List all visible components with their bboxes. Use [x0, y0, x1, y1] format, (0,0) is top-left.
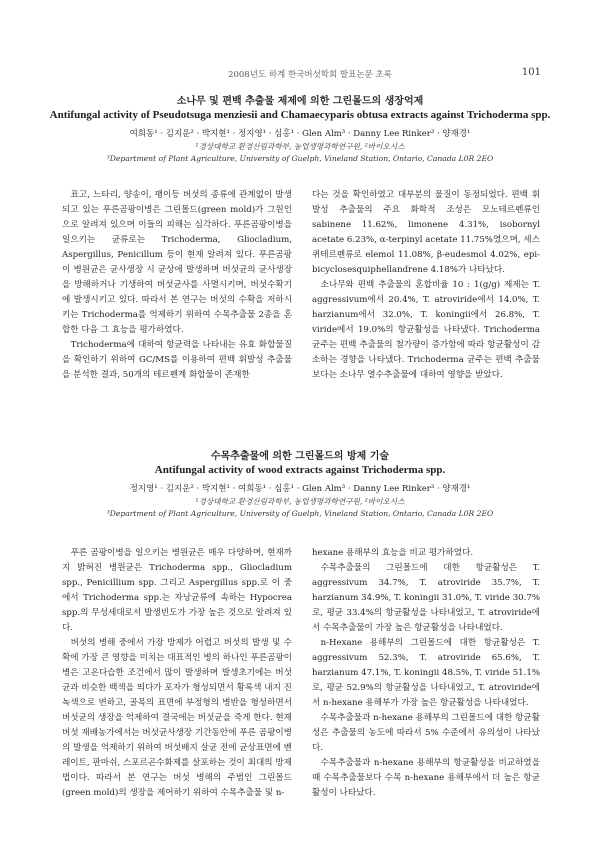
page-number: 101 [521, 67, 541, 78]
article1-left-paragraph: Trichoderma에 대하여 항균력을 나타내는 유효 화합물질을 확인하기 위하여 GC/MS를 이용하여 편백 휘발성 추출물을 분석한 결과, 50개의 테르펜계 화합물이 존재한 [62, 340, 292, 380]
article1-affiliation-en: ³Department of Plant Agriculture, University of Guelph, Vineland Station, Ontario, Canada L0R 2EO [106, 154, 494, 163]
article2-left-paragraph: 푸른 곰팡이병을 일으키는 병원균은 매우 다양하며, 현재까지 밝혀진 병원균은 Trichoderma spp., Gliocladium spp., Penicillium spp. 그리고 Aspergillus spp.로 이 중에서 Trichoderma spp.는 자낭균류에 속하는 Hypocrea spp.의 무성세대로서 발생빈도가 가장 높은 것으로 알려져 있다. [62, 548, 292, 633]
article1-right-paragraph: 다는 것을 확인하였고 대부분의 물질이 동정되었다. 편백 휘발성 추출물의 주요 화학적 조성은 모노테르펜류인 sabinene 11.62%, limonene 4.31%, isobornyl acetate 6.23%, α-terpinyl acetate 11.75%였으며, 세스퀴테르펜류로 elemol 11.08%, β-eudesmol 4.02%, epi-bicyclosesquiphellandrene 4.18%가 나타났다. [312, 190, 540, 275]
article2-affiliation-ko: ¹경상대학교 환경산림과학부, 농업생명과학연구원, ²바이오시스 [195, 497, 405, 506]
article1-title-en: Antifungal activity of Pseudotsuga menziesii and Chamaecyparis obtusa extracts against Trichoderma spp. [49, 109, 551, 121]
article2-right-column [312, 546, 540, 801]
article2-heading [0, 447, 600, 518]
article2-left-column [62, 546, 292, 801]
article2-title-ko: 수목추출물에 의한 그린몰드의 방제 기술 [210, 451, 390, 462]
article2-left-paragraph: 버섯의 병해 중에서 가장 방제가 어렵고 버섯의 발생 및 수확에 가장 큰 영향을 미치는 대표적인 병의 하나인 푸른곰팡이병은 고온다습한 조건에서 많이 발생하며 발생초기에는 버섯균과 비슷한 백색을 띄다가 포자가 형성되면서 황록색 내지 진녹색으로 변하고, 골목의 표면에 부정형의 병반을 형성하면서 버섯균의 생장을 억제하여 결국에는 버섯균을 죽게 한다. 현재 버섯 재배농가에서는 버섯균사생장 기간동안에 푸른 곰팡이병의 발생을 억제하기 위하여 버섯배지 살균 전에 균상표면에 벤레이트, 판마쉬, 스포르곤수화제를 살포하는 것이 최대의 방제법이다. 따라서 본 연구는 버섯 병해의 주범인 그린몰드(green mold)의 생장을 제어하기 위하여 수목추출물 및 n- [62, 638, 292, 798]
article1-authors: 여희동¹ · 김지운² · 박지현¹ · 정지영¹ · 심홍¹ · Glen Alm³ · Danny Lee Rinker³ · 양재경¹ [129, 129, 471, 139]
article1-left-paragraph: 표고, 느타리, 양송이, 팽이등 버섯의 종류에 관계없이 발생되고 있는 푸른곰팡이병은 그린몰드(green mold)가 그원인으로 알려져 있으며 이들의 피해는 심각하다. 푸른곰팡이병을 일으키는 균류로는 Trichoderma, Gliocladium, Aspergillus, Penicillum 등이 현재 알려져 있다. 푸른곰팡이 병원균은 균사생장 시 균상에 발생하며 버섯균의 균사생장을 방해하거나 기생하여 버섯균사를 사멸시키며, 버섯수확기에 발생시키고 있다. 따라서 본 연구는 버섯의 수확을 저하시키는 Trichoderma를 억제하기 위하여 수목추출물 2종을 혼합한 다음 그 효능을 평가하였다. [62, 190, 292, 335]
article1-affiliation-ko: ¹경상대학교 환경산림과학부, 농업생명과학연구원, ²바이오시스 [195, 142, 405, 151]
article1-title-ko: 소나무 및 편백 추출물 제제에 의한 그린몰드의 생장억제 [176, 96, 424, 107]
article2-right-paragraph: n-Hexane 용해부의 그린몰드에 대한 항균활성은 T. aggressivum 52.3%, T. atroviride 65.6%, T. harzianum 47.1%, T. koningii 48.5%, T. viride 51.1%로, 평균 52.9%의 항균활성을 나타내었고, T. atroviride에서 n-hexane 용해부가 가장 높은 항균활성을 나타내었다. [312, 638, 540, 708]
article2-affiliation-en: ³Department of Plant Agriculture, University of Guelph, Vineland Station, Ontario, Canada L0R 2EO [106, 509, 494, 518]
article1-heading [0, 92, 600, 163]
article2-right-paragraph: 수목추출물과 n-hexane 용해부의 항균활성을 비교하였을 때 수목추출물보다 수목 n-hexane 용해부에서 더 높은 항균활성이 나타났다. [312, 758, 540, 798]
article2-right-paragraph: 수목추출물과 n-hexane 용해부의 그린몰드에 대한 항균활성은 추출물의 농도에 따라서 5% 수준에서 유의성이 나타났다. [312, 713, 540, 753]
header-title: 2008년도 하계 한국버섯학회 발표논문 초록 [228, 70, 392, 80]
article2-right-paragraph: 수목추출물의 그린몰드에 대한 항균활성은 T. aggressivum 34.7%, T. atroviride 35.7%, T. harzianum 34.9%, T. koningii 31.0%, T. viride 30.7%로, 평균 33.4%의 항균활성을 나타내었고, T. atroviride에서 수목추출물이 가장 높은 항균활성을 나타내었다. [312, 563, 540, 633]
article2-right-paragraph: hexane 용해부의 효능을 비교 평가하였다. [312, 548, 474, 558]
article1-right-column [312, 188, 540, 383]
article1-left-column [62, 188, 292, 383]
article2-title-en: Antifungal activity of wood extracts against Trichoderma spp. [154, 464, 446, 476]
article1-right-paragraph: 소나무와 편백 추출물의 혼합비율 10 : 1(g/g) 제제는 T. aggressivum에서 20.4%, T. atroviride에서 14.0%, T. harzianum에서 32.0%, T. koningii에서 26.8%, T. viride에서 19.0%의 항균활성을 나타냈다. Trichoderma 균주는 편백 추출물의 첨가량이 증가함에 따라 항균활성이 감소하는 경향을 나타냈다. Trichoderma 균주는 편백 추출물보다는 소나무 열수추출물에 대하여 영향을 받았다. [312, 280, 540, 380]
article2-authors: 정지영¹ · 김지운² · 박지현¹ · 여희동¹ · 심홍¹ · Glen Alm³ · Danny Lee Rinker³ · 양재경¹ [129, 484, 471, 494]
